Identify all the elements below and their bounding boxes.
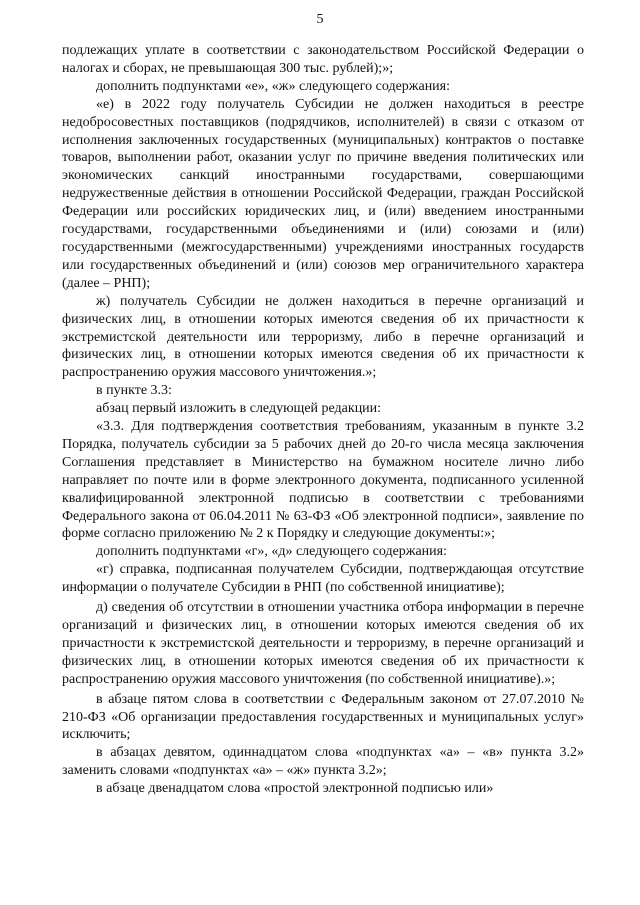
paragraph-subitem-d: д) сведения об отсутствии в отношении участника отбора информации в перечне организаций и физических лиц, в отношении которых имеются сведения об их причастности к экстремистской деятельности и терроризму, в перечне организаций и физических лиц, в отношении которых имеются сведения об их причастности к распространению оружия массового уничтожения (по собственной инициативе).»; xyxy=(62,600,584,687)
paragraph-add-subitems-g-d: дополнить подпунктами «г», «д» следующего содержания: xyxy=(96,544,447,560)
page-number: 5 xyxy=(316,12,324,27)
paragraph-continuation: подлежащих уплате в соответствии с законодательством Российской Федерации о налогах и сборах, не превышающая 300 тыс. рублей);»; xyxy=(62,43,584,76)
document-body xyxy=(62,42,584,798)
paragraph-abzac-twelve: в абзаце двенадцатом слова «простой электронной подписью или» xyxy=(96,781,494,797)
paragraph-first-abzac: абзац первый изложить в следующей редакции: xyxy=(96,401,382,417)
paragraph-subitem-zh: ж) получатель Субсидии не должен находиться в перечне организаций и физических лиц, в отношении которых имеются сведения об их причастности к экстремистской деятельности или терроризму, либо в перечне организаций и физических лиц, в отношении которых имеются сведения об их причастности к распространению оружия массового уничтожения.»; xyxy=(62,293,584,381)
paragraph-abzac-five: в абзаце пятом слова в соответствии с Федеральным законом от 27.07.2010 № 210-ФЗ «Об организации предоставления государственных и муниципальных услуг» исключить; xyxy=(62,691,584,743)
paragraph-point-3-3: в пункте 3.3: xyxy=(96,383,172,399)
paragraph-add-subitems-e-zh: дополнить подпунктами «е», «ж» следующего содержания: xyxy=(96,78,451,94)
paragraph-new-3-3: «3.3. Для подтверждения соответствия требованиям, указанным в пункте 3.2 Порядка, получатель субсидии за 5 рабочих дней до 20-го числа месяца заключения Соглашения представляет в Министерство на бумажном носителе лично либо направляет по почте или в форме электронного документа, подписанного усиленной квалифицированной электронной подписью в соответствии с требованиями Федерального закона от 06.04.2011 № 63-ФЗ «Об электронной подписи», заявление по форме согласно приложению № 2 к Порядку и следующие документы:»; xyxy=(62,419,584,542)
paragraph-subitem-g: «г) справка, подписанная получателем Субсидии, подтверждающая отсутствие информации о получателе Субсидии в РНП (по собственной инициативе); xyxy=(62,562,584,596)
paragraph-abzac-nine-eleven: в абзацах девятом, одиннадцатом слова «подпунктах «а» – «в» пункта 3.2» заменить словами «подпунктах «а» – «ж» пункта 3.2»; xyxy=(62,745,584,779)
paragraph-subitem-e: «е) в 2022 году получатель Субсидии не должен находиться в реестре недобросовестных поставщиков (подрядчиков, исполнителей) в связи с отказом от исполнения заключенных государственных (муниципальных) контрактов о поставке товаров, выполнении работ, оказании услуг по причине введения политических или экономических санкций иностранными государствами, совершающими недружественные действия в отношении Российской Федерации, граждан Российской Федерации или российских юридических лиц, и (или) введением иностранными государствами, государственными объединениями и (или) союзами и (или) государственными (межгосударственными) учреждениями иностранных государств или государственных объединений и (или) союзов мер ограничительного характера (далее – РНП); xyxy=(62,96,584,291)
